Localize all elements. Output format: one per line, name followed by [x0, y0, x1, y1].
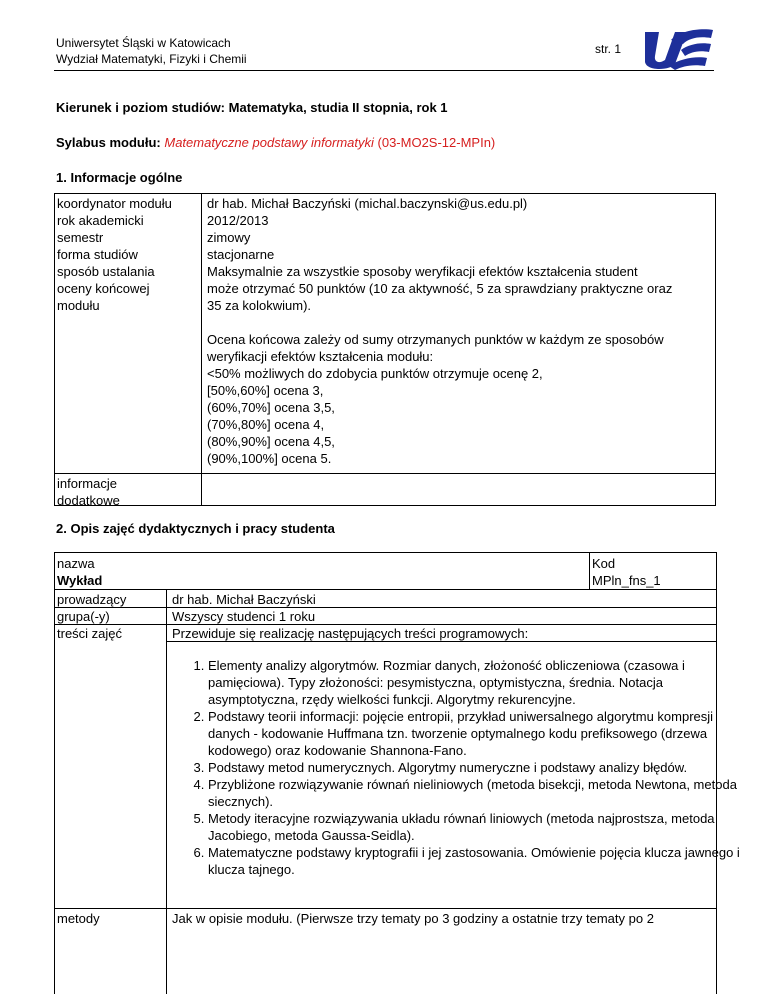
- academic-year-value: 2012/2013: [207, 213, 269, 228]
- topics-list: [172, 657, 753, 878]
- section-1-title: 1. Informacje ogólne: [56, 170, 183, 185]
- study-form-value: stacjonarne: [207, 247, 275, 262]
- grading-line: weryfikacji efektów kształcenia modułu:: [207, 349, 434, 364]
- group-label: grupa(-y): [57, 609, 110, 624]
- additional-info-label-line: dodatkowe: [57, 493, 120, 508]
- grading-line: [50%,60%] ocena 3,: [207, 383, 324, 398]
- row-divider: [54, 607, 717, 608]
- grading-line: (90%,100%] ocena 5.: [207, 451, 332, 466]
- program-label: Kierunek i poziom studiów:: [56, 100, 226, 115]
- university-name: Uniwersytet Śląski w Katowicach: [56, 36, 231, 50]
- topic-item: 2. Podstawy teorii informacji: pojęcie entropii, przykład uniwersalnego algorytmu kompresji danych - kodowanie Huffmana tzn. tworzenie optymalnego kodu prefiksowego (drzewa kodowego) oraz kodowanie Shannona-Fano.: [208, 708, 753, 759]
- topic-item: 4. Przybliżone rozwiązywanie równań nieliniowych (metoda bisekcji, metoda Newtona, metoda siecznych).: [208, 776, 753, 810]
- module-name: Matematyczne podstawy informatyki: [164, 135, 374, 150]
- content-label: treści zajęć: [57, 626, 123, 641]
- grading-label-line: sposób ustalania: [57, 264, 155, 279]
- grading-line: (70%,80%] ocena 4,: [207, 417, 325, 432]
- topic-item: 1. Elementy analizy algorytmów. Rozmiar danych, złożoność obliczeniowa (czasowa i pamięciowa). Typy złożoności: pesymistyczna, optymistyczna, średnia. Notacja asymptotyczna, rzędy wielkości funkcji. Algorytmy rekurencyjne.: [208, 657, 753, 708]
- methods-value: Jak w opisie modułu. (Pierwsze trzy tematy po 3 godziny a ostatnie trzy tematy po 2: [172, 911, 654, 926]
- grading-description: [207, 263, 712, 467]
- academic-year-label: rok akademicki: [57, 213, 144, 228]
- header-row-divider: [54, 589, 717, 590]
- lecturer-label: prowadzący: [57, 592, 127, 607]
- table-row-divider: [54, 473, 716, 474]
- grading-blank-line: [207, 314, 712, 331]
- grading-line: (80%,90%] ocena 4,5,: [207, 434, 335, 449]
- syllabus-line: [56, 134, 495, 151]
- grading-line: (60%,70%] ocena 3,5,: [207, 400, 335, 415]
- grading-line: 35 za kolokwium).: [207, 298, 312, 313]
- table2-top-border: [54, 552, 717, 553]
- grading-label: [57, 263, 155, 314]
- module-code: (03-MO2S-12-MPIn): [377, 135, 496, 150]
- grading-line: może otrzymać 50 punktów (10 za aktywność, 5 za sprawdziany praktyczne oraz: [207, 281, 673, 296]
- lecturer-value: dr hab. Michał Baczyński: [172, 592, 316, 607]
- group-value: Wszyscy studenci 1 roku: [172, 609, 316, 624]
- name-label: nazwa: [57, 556, 95, 571]
- label-column-divider: [166, 589, 167, 994]
- grading-label-line: modułu: [57, 298, 100, 313]
- additional-info-label: [57, 475, 120, 509]
- semester-label: semestr: [57, 230, 104, 245]
- code-column-divider: [589, 552, 590, 589]
- university-logo: [641, 26, 715, 72]
- coordinator-value: dr hab. Michał Baczyński (michal.baczynski@us.edu.pl): [207, 196, 528, 211]
- table-divider: [201, 193, 202, 506]
- study-form-label: forma studiów: [57, 247, 138, 262]
- syllabus-label: Sylabus modułu:: [56, 135, 161, 150]
- grading-line: Maksymalnie za wszystkie sposoby weryfikacji efektów kształcenia student: [207, 264, 638, 279]
- grading-line: Ocena końcowa zależy od sumy otrzymanych punktów w każdym ze sposobów: [207, 332, 664, 347]
- semester-value: zimowy: [207, 230, 251, 245]
- program-value: Matematyka, studia II stopnia, rok 1: [228, 100, 448, 115]
- additional-info-label-line: informacje: [57, 476, 117, 491]
- topic-item: 3. Podstawy metod numerycznych. Algorytmy numeryczne i podstawy analizy błędów.: [208, 759, 753, 776]
- topic-item: 6. Matematyczne podstawy kryptografii i jej zastosowania. Omówienie pojęcia klucza jawnego i klucza tajnego.: [208, 844, 753, 878]
- header-rule: [54, 70, 714, 71]
- grading-label-line: oceny końcowej: [57, 281, 150, 296]
- content-intro: Przewiduje się realizację następujących treści programowych:: [172, 626, 529, 641]
- faculty-name: Wydział Matematyki, Fizyki i Chemii: [56, 52, 247, 66]
- methods-label: metody: [57, 911, 100, 926]
- code-label: Kod: [592, 556, 616, 571]
- row-divider: [54, 908, 717, 909]
- page-number: str. 1: [595, 42, 622, 56]
- code-value: MPln_fns_1: [592, 573, 661, 588]
- program-line: [56, 99, 448, 116]
- topic-item: 5. Metody iteracyjne rozwiązywania układu równań liniowych (metoda najprostsza, metoda Jacobiego, metoda Gaussa-Seidla).: [208, 810, 753, 844]
- name-value: Wykład: [57, 573, 103, 588]
- table2-left-border: [54, 552, 55, 994]
- section-2-title: 2. Opis zajęć dydaktycznych i pracy studenta: [56, 521, 335, 536]
- coordinator-label: koordynator modułu: [57, 196, 172, 211]
- grading-line: <50% możliwych do zdobycia punktów otrzymuje ocenę 2,: [207, 366, 543, 381]
